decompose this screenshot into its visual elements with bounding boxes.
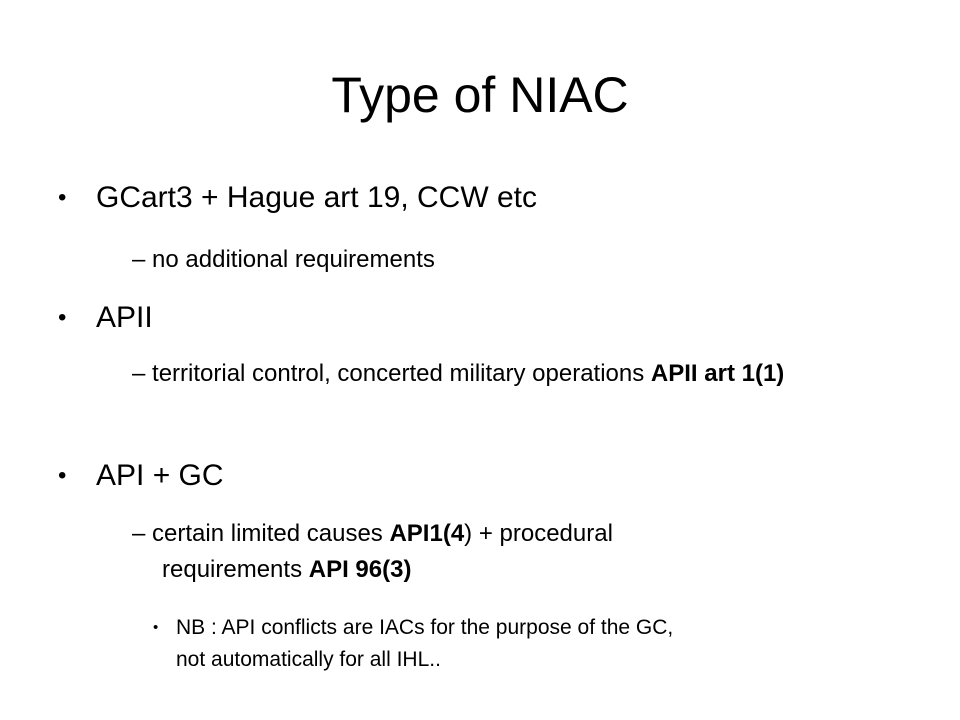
bullet-icon: •	[58, 304, 67, 331]
bullet-item-1-text: GCart3 + Hague art 19, CCW etc	[96, 181, 538, 214]
bullet-icon: •	[58, 462, 67, 489]
sub-item-3-reference-b: API 96(3)	[308, 556, 412, 583]
dash-icon: –	[132, 520, 146, 547]
sub-item-3-text-c: requirements	[162, 556, 309, 583]
bullet-item-3-text: API + GC	[96, 459, 224, 492]
sub-item-2-text: territorial control, concerted military operations	[152, 360, 645, 387]
sub-item-1-text: no additional requirements	[152, 246, 435, 273]
bullet-item-2-text: APII	[96, 301, 153, 334]
sub-item-3-text-a: certain limited causes	[152, 520, 390, 547]
dash-icon: –	[132, 360, 146, 387]
bullet-icon: •	[58, 184, 67, 211]
note-line-1: NB : API conflicts are IACs for the purpose of the GC,	[176, 616, 674, 639]
sub-item-2	[132, 356, 902, 392]
sub-item-2-reference: APII art 1(1)	[650, 360, 785, 387]
bullet-item-2	[58, 300, 153, 336]
slide-title: Type of NIAC	[331, 67, 629, 123]
sub-item-3-reference-a: API1(4	[389, 520, 465, 547]
dash-icon: –	[132, 246, 146, 273]
bullet-item-3	[58, 458, 224, 494]
sub-item-3-text-b: ) + procedural	[464, 520, 613, 547]
note-line-2: not automatically for all IHL..	[176, 648, 441, 671]
bullet-icon: •	[153, 619, 159, 636]
bullet-item-1	[58, 180, 538, 216]
note-item	[153, 612, 916, 676]
sub-item-3	[132, 516, 902, 588]
sub-item-1	[132, 242, 435, 278]
